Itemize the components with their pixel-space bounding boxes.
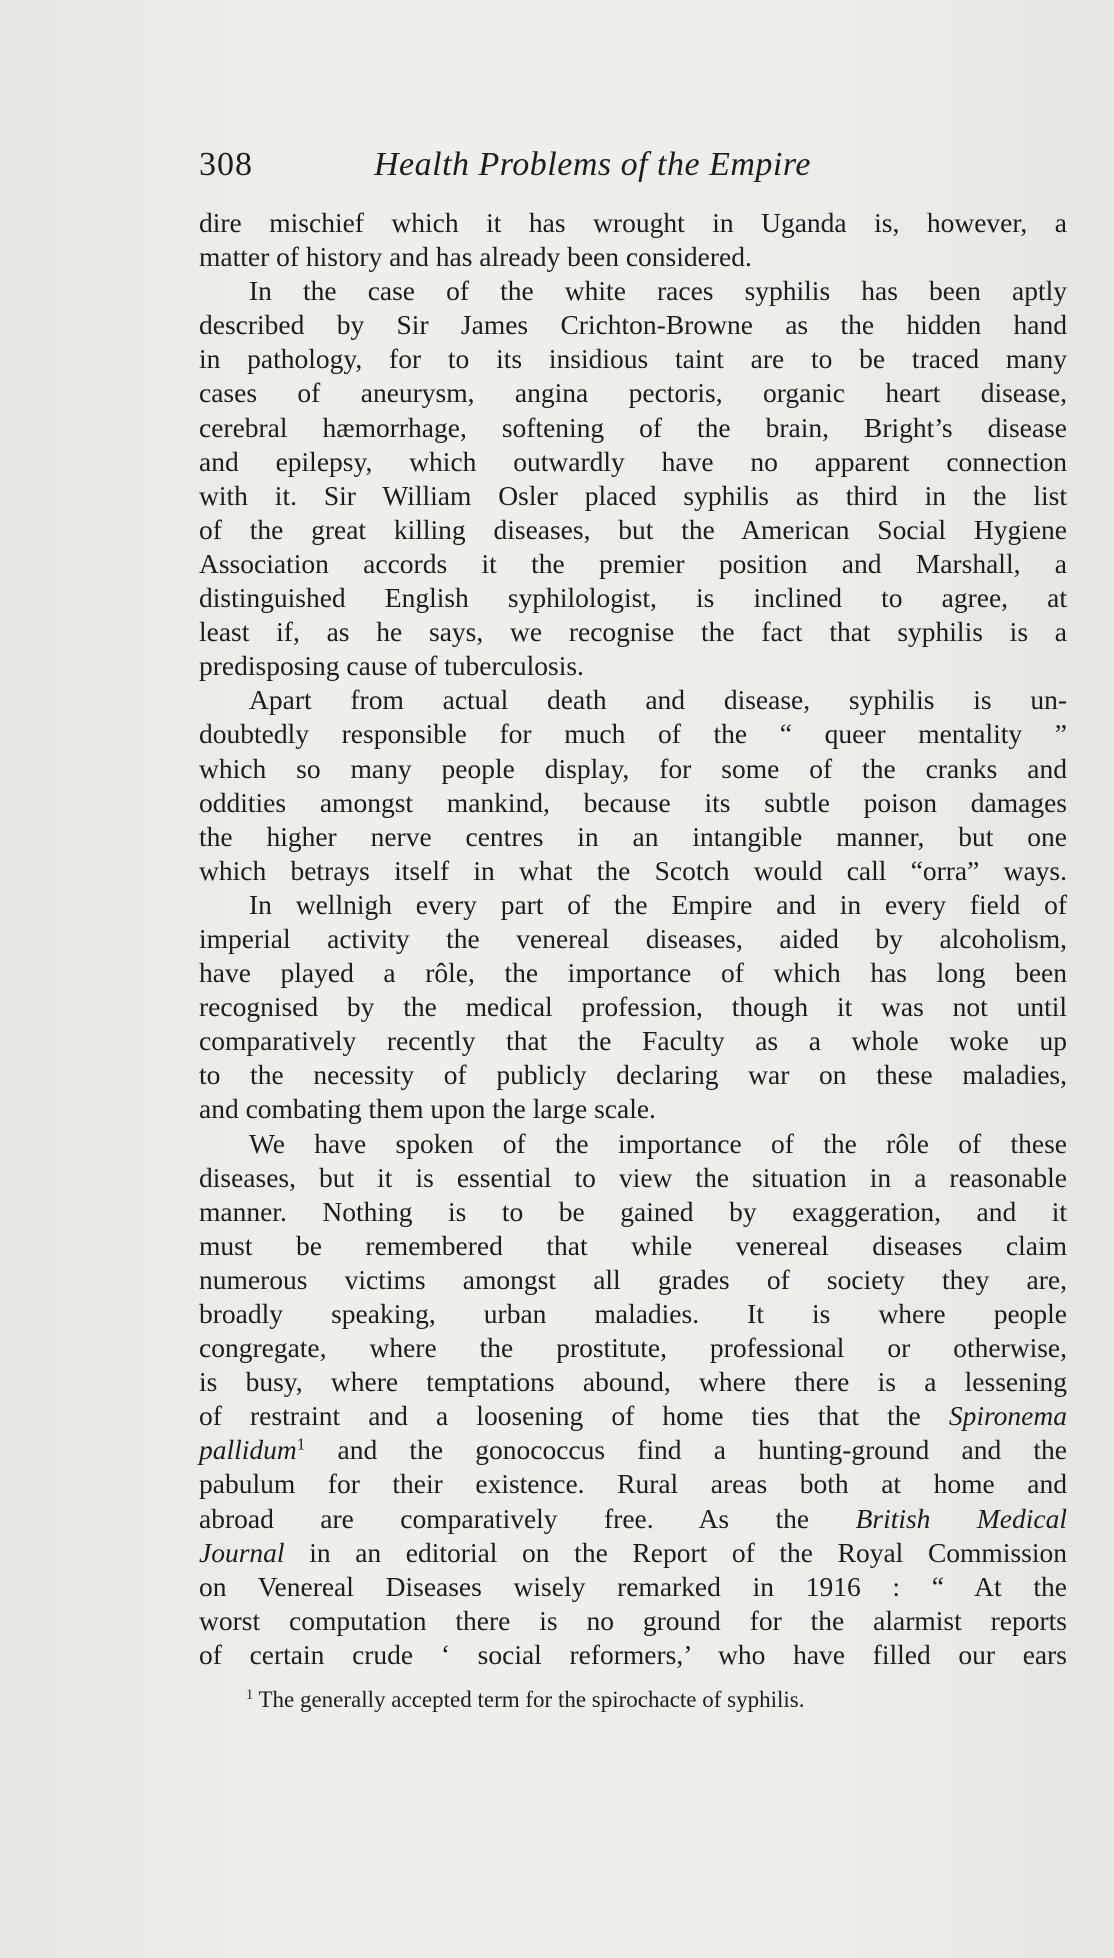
text-segment: and the gonococcus find a hunting-ground and the [337, 1434, 1068, 1466]
text-line: in pathology, for to its insidious taint are to be traced many [199, 343, 1067, 375]
text-line: must be remembered that while venereal diseases claim [199, 1229, 1067, 1261]
text-line: manner. Nothing is to be gained by exaggeration, and it [199, 1195, 1067, 1227]
text-segment: abroad are comparatively free. As the [199, 1502, 856, 1534]
text-line: congregate, where the prostitute, professional or otherwise, [199, 1332, 1067, 1364]
text-line: which so many people display, for some of the cranks and [199, 752, 1067, 784]
text-line: oddities amongst mankind, because its subtle poison damages [199, 786, 1067, 818]
text-line: comparatively recently that the Faculty as a whole woke up [199, 1025, 1067, 1057]
text-line-with-italic [199, 1399, 1067, 1433]
text-line: matter of history and has already been considered. [199, 241, 752, 273]
text-line-with-italic [199, 1536, 1067, 1570]
text-line: which betrays itself in what the Scotch would call “orra” ways. [199, 854, 1067, 886]
italic-term: pallidum [199, 1434, 297, 1466]
text-line: Association accords it the premier position and Marshall, a [199, 547, 1067, 579]
text-segment: of restraint and a loosening of home ties that the [199, 1400, 949, 1432]
text-line: dire mischief which it has wrought in Uganda is, however, a [199, 207, 1067, 238]
text-line: numerous victims amongst all grades of society they are, [199, 1263, 1067, 1295]
text-line: cases of aneurysm, angina pectoris, organic heart disease, [199, 377, 1067, 409]
text-line: described by Sir James Crichton-Browne as the hidden hand [199, 309, 1067, 341]
text-line: of certain crude ‘ social reformers,’ who have filled our ears [199, 1638, 1067, 1670]
paragraph-start-line: We have spoken of the importance of the rôle of these [249, 1127, 1067, 1159]
text-line: the higher nerve centres in an intangible manner, but one [199, 820, 1067, 852]
text-segment: in an editorial on the Report of the Royal Commission [309, 1536, 1068, 1568]
text-line: on Venereal Diseases wisely remarked in 1916 : “ At the [199, 1570, 1067, 1602]
text-line: and combating them upon the large scale. [199, 1093, 656, 1125]
italic-term: Spironema [948, 1400, 1067, 1432]
text-line-with-italic [199, 1502, 1067, 1536]
footnote-marker[interactable]: 1 [296, 1435, 306, 1454]
text-line: with it. Sir William Osler placed syphilis as third in the list [199, 479, 1067, 511]
text-line: and epilepsy, which outwardly have no apparent connection [199, 445, 1067, 477]
italic-journal-title: British Medical [855, 1502, 1067, 1534]
page-header [199, 146, 1069, 196]
footnote-text: The generally accepted term for the spirochacte of syphilis. [258, 1687, 805, 1712]
paragraph-start-line: In wellnigh every part of the Empire and in every field of [249, 888, 1067, 920]
footnote [246, 1686, 1066, 1714]
italic-journal-title: Journal [199, 1536, 285, 1568]
paragraph-start-line: Apart from actual death and disease, syphilis is un- [249, 684, 1067, 716]
text-line: pabulum for their existence. Rural areas both at home and [199, 1468, 1067, 1500]
text-line: is busy, where temptations abound, where there is a lessening [199, 1366, 1067, 1398]
text-line: cerebral hæmorrhage, softening of the brain, Bright’s disease [199, 411, 1067, 443]
text-line: least if, as he says, we recognise the fact that syphilis is a [199, 616, 1067, 648]
text-line: predisposing cause of tuberculosis. [199, 650, 584, 682]
footnote-number: 1 [246, 1687, 254, 1704]
text-line: diseases, but it is essential to view the situation in a reasonable [199, 1161, 1067, 1193]
text-line: worst computation there is no ground for the alarmist reports [199, 1604, 1067, 1636]
text-line: distinguished English syphilologist, is inclined to agree, at [199, 582, 1067, 614]
text-line: to the necessity of publicly declaring war on these maladies, [199, 1059, 1067, 1091]
page-number: 308 [199, 146, 253, 183]
text-line: doubtedly responsible for much of the “ queer mentality ” [199, 718, 1067, 750]
body-text [199, 206, 1067, 1672]
text-line: imperial activity the venereal diseases, aided by alcoholism, [199, 922, 1067, 954]
text-line-with-italic [199, 1433, 1067, 1467]
text-line: have played a rôle, the importance of which has long been [199, 957, 1067, 989]
text-line: broadly speaking, urban maladies. It is where people [199, 1298, 1067, 1329]
running-title: Health Problems of the Empire [374, 146, 811, 183]
text-line: of the great killing diseases, but the American Social Hygiene [199, 513, 1067, 545]
paragraph-start-line: In the case of the white races syphilis has been aptly [249, 275, 1067, 307]
text-line: recognised by the medical profession, though it was not until [199, 991, 1067, 1023]
